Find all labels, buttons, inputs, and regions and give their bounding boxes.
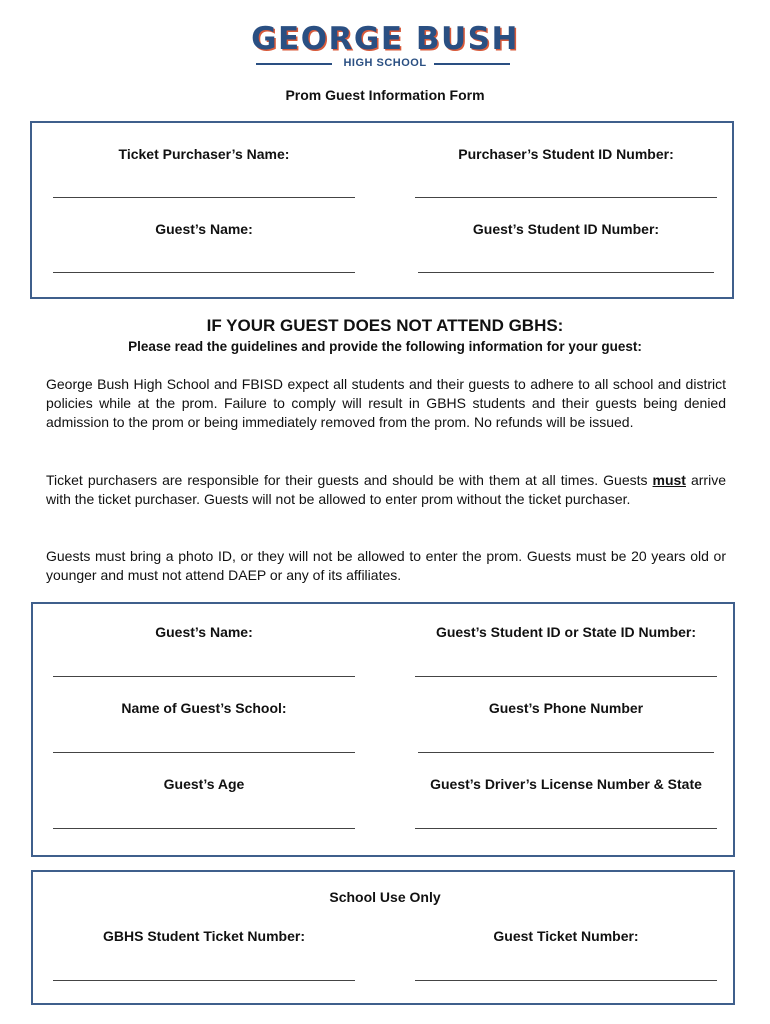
guest-license-field[interactable]	[415, 828, 717, 829]
guest-name-label: Guest’s Name:	[155, 221, 253, 237]
purchaser-name-field[interactable]	[53, 197, 355, 198]
guidelines-subheading: Please read the guidelines and provide the following information for your guest:	[128, 339, 642, 354]
guest-ticket-label: Guest Ticket Number:	[493, 928, 639, 944]
purchaser-id-label: Purchaser’s Student ID Number:	[458, 146, 674, 162]
guest-details-box	[31, 602, 735, 857]
guest-age-field[interactable]	[53, 828, 355, 829]
guest-name-label-2: Guest’s Name:	[155, 624, 253, 640]
logo-subtitle: HIGH SCHOOL	[343, 57, 427, 69]
guest-phone-label: Guest’s Phone Number	[488, 700, 644, 716]
guest-state-id-label: Guest’s Student ID or State ID Number:	[435, 624, 697, 640]
student-ticket-label: GBHS Student Ticket Number:	[103, 928, 305, 944]
guest-name-field[interactable]	[53, 272, 355, 273]
purchaser-id-field[interactable]	[415, 197, 717, 198]
guest-school-field[interactable]	[53, 752, 355, 753]
must-emphasis: must	[652, 472, 686, 488]
purchaser-name-label: Ticket Purchaser’s Name:	[118, 146, 290, 162]
guest-name-field-2[interactable]	[53, 676, 355, 677]
responsibility-text-end: arrive with the ticket purchaser. Guests will not be allowed to enter prom without the ticket purchaser.	[46, 472, 726, 507]
guest-state-id-field[interactable]	[415, 676, 717, 677]
logo-rule-right	[434, 63, 510, 65]
school-use-title: School Use Only	[329, 889, 441, 905]
responsibility-text-start: Ticket purchasers are responsible for their guests and should be with them at all times. Guests	[46, 472, 653, 488]
logo-school-name: GEORGE BUSH	[251, 21, 519, 57]
guest-license-label: Guest’s Driver’s License Number & State	[430, 776, 702, 792]
guest-ticket-field[interactable]	[415, 980, 717, 981]
guidelines-heading: IF YOUR GUEST DOES NOT ATTEND GBHS:	[206, 316, 564, 335]
responsibility-paragraph	[46, 471, 726, 509]
logo-subtitle-row	[0, 56, 770, 70]
student-ticket-field[interactable]	[53, 980, 355, 981]
policy-paragraph: George Bush High School and FBISD expect all students and their guests to adhere to all school and district policies while at the prom. Failure to comply will result in GBHS students and their guests being denied admission to the prom or being immediately removed from the prom. No refunds will be issued.	[46, 376, 726, 430]
school-logo	[0, 22, 770, 70]
guest-id-label: Guest’s Student ID Number:	[472, 221, 660, 237]
guest-phone-field[interactable]	[418, 752, 714, 753]
form-title: Prom Guest Information Form	[285, 87, 485, 103]
guest-id-field[interactable]	[418, 272, 714, 273]
guest-age-label: Guest’s Age	[163, 776, 245, 792]
guest-school-label: Name of Guest’s School:	[121, 700, 287, 716]
photo-id-paragraph: Guests must bring a photo ID, or they will not be allowed to enter the prom. Guests must be 20 years old or younger and must not attend DAEP or any of its affiliates.	[46, 548, 726, 583]
